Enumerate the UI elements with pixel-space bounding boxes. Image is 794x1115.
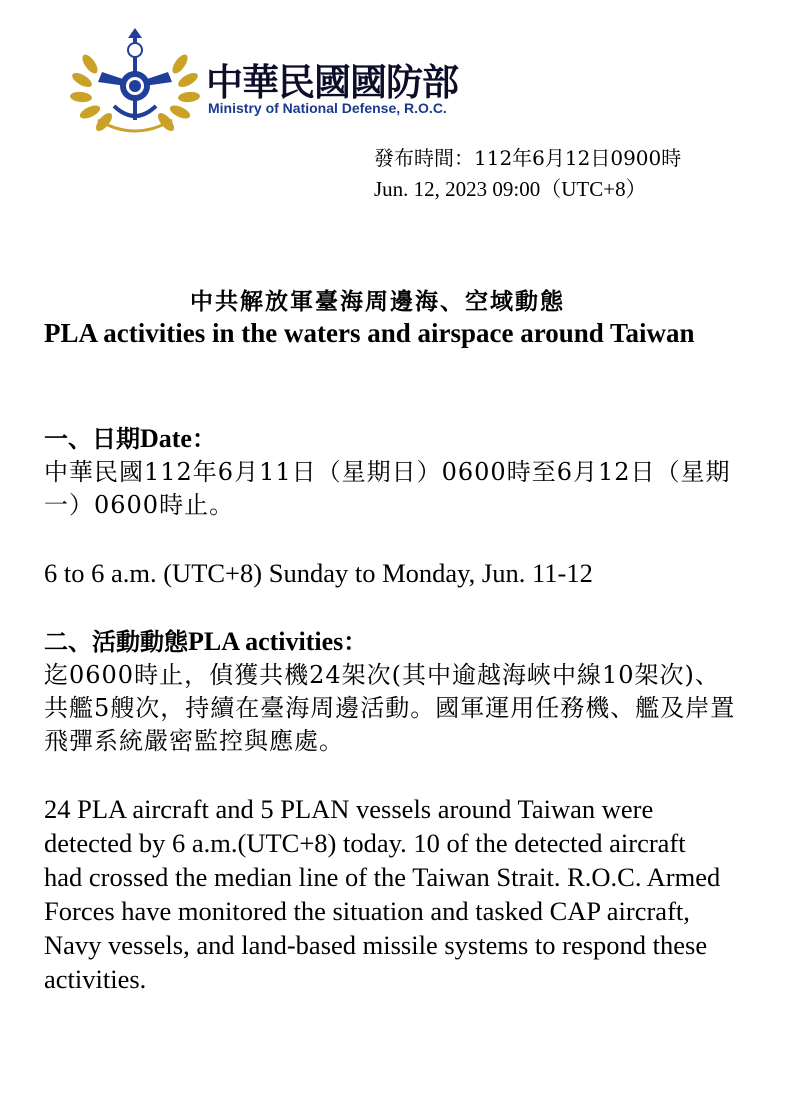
date-section-heading [44,422,764,456]
activities-heading-en: PLA activities [188,627,344,656]
org-name-cn: 中華民國國防部 [206,61,458,104]
date-heading-cn: 一、日期 [44,424,140,453]
activities-section-heading [44,625,764,659]
date-section [44,422,764,590]
date-heading-colon: ： [191,424,216,453]
release-time [374,143,681,205]
activities-section [44,625,764,996]
activities-heading-cn: 二、活動動態 [44,627,188,656]
date-body-en: 6 to 6 a.m. (UTC+8) Sunday to Monday, Jun. 11-12 [44,558,593,588]
activities-body-en: 24 PLA aircraft and 5 PLAN vessels around Taiwan were detected by 6 a.m.(UTC+8) today. 10 of the detected aircraft had crossed the median line of the Taiwan Strait. R.O.C. Armed Forces have monitored the situation and tasked CAP aircraft, Navy vessels, and land-based missile systems to respond these activities. [44,794,721,994]
release-time-en: Jun. 12, 2023 09:00（UTC+8） [374,177,647,201]
org-name-en: Ministry of National Defense, R.O.C. [208,100,447,116]
activities-heading-colon: ： [343,627,368,656]
page-title-en: PLA activities in the waters and airspace around Taiwan [44,318,695,348]
page-title-cn: 中共解放軍臺海周邊海、空域動態 [190,289,565,315]
activities-body-cn: 迄0600時止，偵獲共機24架次(其中逾越海峽中線10架次)、共艦5艘次，持續在臺海周邊活動。國軍運用任務機、艦及岸置飛彈系統嚴密監控與應處。 [44,661,736,755]
date-heading-en: Date [140,424,192,453]
date-body-cn: 中華民國112年6月11日（星期日）0600時至6月12日（星期一）0600時止。 [44,458,731,519]
ministry-emblem-icon [68,24,202,136]
release-time-cn: 發布時間：112年6月12日0900時 [374,146,682,170]
